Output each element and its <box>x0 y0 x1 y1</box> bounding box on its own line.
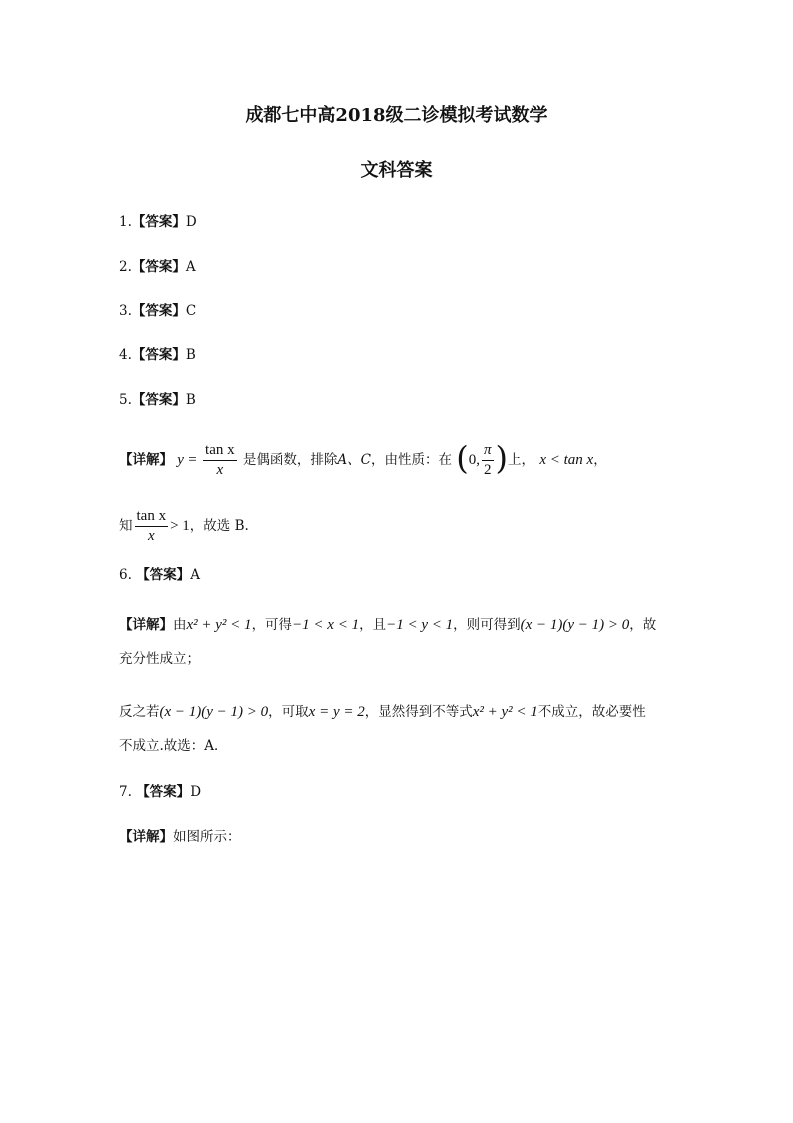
math-x-range: −1 < x < 1 <box>292 617 360 633</box>
q6-detail-line-2: 充分性成立； <box>119 651 200 667</box>
text: 反之若 <box>119 704 160 720</box>
q5-detail-line-2 <box>119 508 249 545</box>
answer-tag: 【答案】 <box>131 347 186 363</box>
document-title: 成都七中高2018级二诊模拟考试数学 <box>245 105 548 126</box>
q5-detail-line-1 <box>119 438 607 479</box>
answer-5 <box>119 391 196 409</box>
math-circle-inequality: x² + y² < 1 <box>472 704 538 720</box>
answer-value: C <box>185 303 197 319</box>
fraction-numerator: π <box>482 442 494 461</box>
answer-1 <box>119 213 197 231</box>
fraction-numerator: tan x <box>135 508 169 527</box>
math-gt-one: > 1 <box>170 518 190 534</box>
text: 如图所示： <box>173 829 241 845</box>
answer-tag: 【答案】 <box>131 303 186 319</box>
math-x-y-equal-2: x = y = 2 <box>308 704 365 720</box>
fraction-pi-over-2 <box>482 442 494 479</box>
fraction-denominator: 2 <box>484 462 492 478</box>
question-number: 3. <box>119 303 132 319</box>
answer-4 <box>119 346 196 364</box>
detail-tag: 【详解】 <box>119 829 173 845</box>
math-y-range: −1 < y < 1 <box>386 617 454 633</box>
question-number: 4. <box>119 347 132 363</box>
answer-2 <box>119 258 196 276</box>
answer-3 <box>119 302 196 320</box>
answer-value: D <box>190 784 202 800</box>
answer-value: A <box>185 259 196 275</box>
text: ，故 <box>629 617 657 633</box>
math-zero: 0, <box>468 452 481 468</box>
math-a-c: A、C <box>337 452 371 468</box>
text: ，可得 <box>251 617 293 633</box>
math-inequality: x < tan x <box>539 452 594 468</box>
answer-value: B <box>185 392 196 408</box>
math-circle-inequality: x² + y² < 1 <box>186 617 252 633</box>
answer-7 <box>119 783 201 801</box>
fraction-denominator: x <box>216 462 224 478</box>
text: 上， <box>508 452 536 468</box>
close-paren: ) <box>495 438 509 477</box>
math-product: (x − 1)(y − 1) > 0 <box>520 617 630 633</box>
answer-tag: 【答案】 <box>131 214 186 230</box>
text: ，由性质：在 <box>371 452 452 468</box>
text: 由 <box>173 617 187 633</box>
text: ，显然得到不等式 <box>364 704 473 720</box>
text: 不成立，故必要性 <box>537 704 646 720</box>
answer-tag: 【答案】 <box>131 259 186 275</box>
text: ， <box>593 452 607 468</box>
fraction-tanx-over-x <box>203 442 237 479</box>
fraction-tanx-over-x <box>135 508 169 545</box>
text: ，则可得到 <box>453 617 521 633</box>
text: ，可取 <box>268 704 309 720</box>
question-number: 2. <box>119 259 132 275</box>
math-y: y <box>177 452 184 468</box>
question-number: 5. <box>119 392 132 408</box>
question-number: 7. <box>119 784 132 800</box>
text: ，故选 B. <box>189 518 249 534</box>
fraction-numerator: tan x <box>203 442 237 461</box>
q6-detail-line-3 <box>119 703 646 721</box>
document-subtitle: 文科答案 <box>360 160 433 181</box>
math-product: (x − 1)(y − 1) > 0 <box>159 704 269 720</box>
text: ，且 <box>359 617 387 633</box>
q6-detail-line-1 <box>119 616 656 634</box>
fraction-denominator: x <box>147 528 155 544</box>
math-equals: = <box>188 452 197 468</box>
answer-value: B <box>185 347 196 363</box>
question-number: 1. <box>119 214 132 230</box>
q7-detail <box>119 828 241 846</box>
text: 是偶函数，排除 <box>242 452 338 468</box>
detail-tag: 【详解】 <box>119 617 173 633</box>
answer-6 <box>119 566 200 584</box>
answer-tag: 【答案】 <box>136 784 191 800</box>
open-paren: ( <box>456 438 469 477</box>
answer-value: D <box>185 214 197 230</box>
question-number: 6. <box>119 567 132 583</box>
answer-tag: 【答案】 <box>136 567 191 583</box>
answer-tag: 【答案】 <box>131 392 186 408</box>
q6-detail-line-4: 不成立.故选：A． <box>119 738 228 754</box>
text: 知 <box>119 518 133 534</box>
answer-value: A <box>190 567 200 583</box>
detail-tag: 【详解】 <box>119 452 173 468</box>
